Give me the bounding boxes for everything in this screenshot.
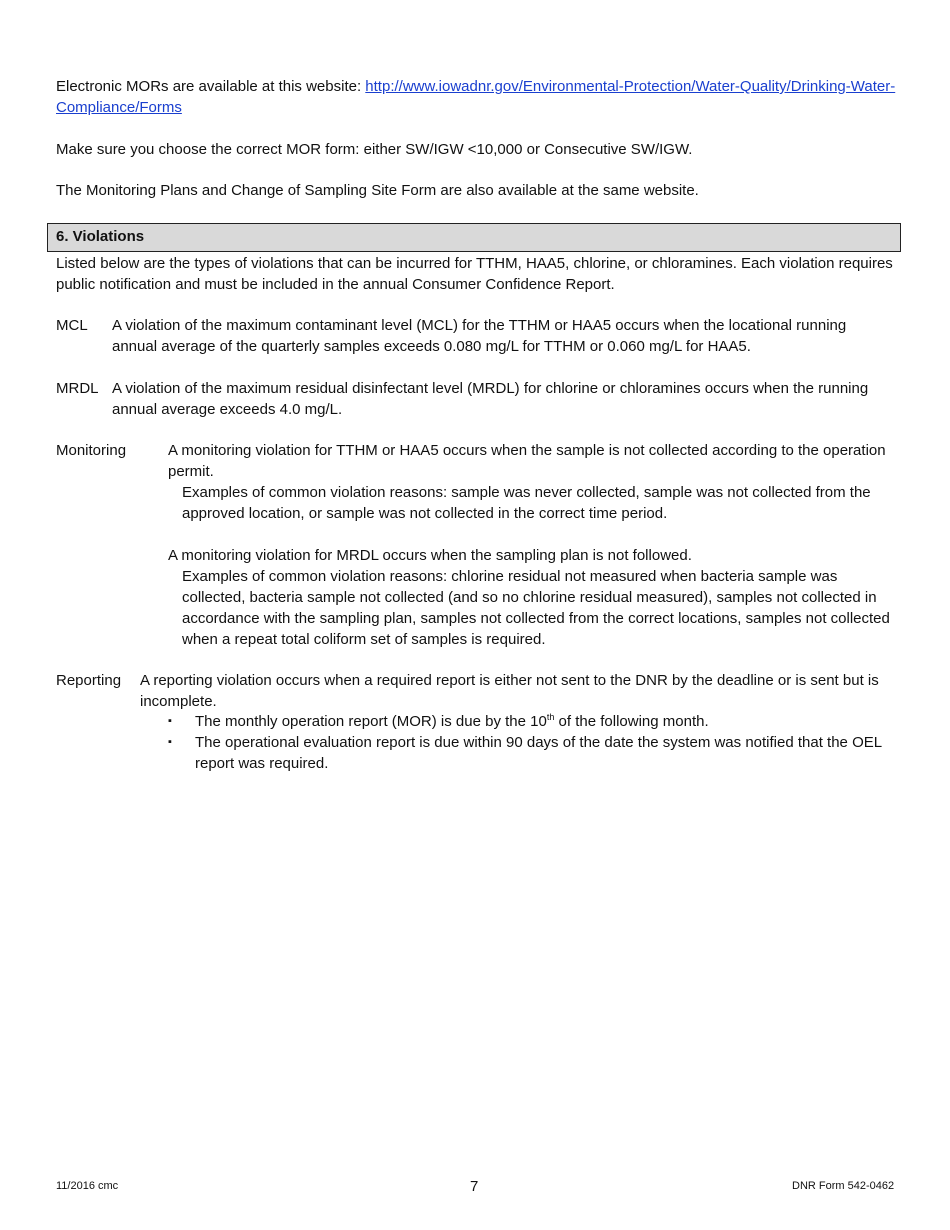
bullet-oel-due: The operational evaluation report is due within 90 days of the date the system was notified that the OEL report was required. <box>195 734 882 772</box>
term-monitoring: Monitoring <box>56 442 127 459</box>
bullet-icon: ▪ <box>168 715 172 727</box>
examples-monitoring-tthm: Examples of common violation reasons: sample was never collected, sample was not collected from the approved location, or sample was not collected in the correct time period. <box>182 484 871 522</box>
term-mrdl: MRDL <box>56 380 99 397</box>
mor-website-text: Electronic MORs are available at this website: <box>56 78 366 95</box>
section-header-violations: 6. Violations <box>47 223 901 252</box>
page-number: 7 <box>470 1178 479 1195</box>
bullet-mor-due: The monthly operation report (MOR) is due by the 10th of the following month. <box>195 712 709 730</box>
definition-monitoring-mrdl: A monitoring violation for MRDL occurs when the sampling plan is not followed. <box>168 547 692 564</box>
footer-date: 11/2016 cmc <box>56 1180 119 1192</box>
mor-form-note: Make sure you choose the correct MOR form: either SW/IGW <10,000 or Consecutive SW/IGW. <box>56 141 693 158</box>
term-reporting: Reporting <box>56 672 122 689</box>
definition-mcl: A violation of the maximum contaminant level (MCL) for the TTHM or HAA5 occurs when the locational running annual average of the quarterly samples exceeds 0.080 mg/L for TTHM or 0.060 mg/L for HAA5. <box>112 317 847 355</box>
definition-mrdl: A violation of the maximum residual disinfectant level (MRDL) for chlorine or chloramines occurs when the running annual average exceeds 4.0 mg/L. <box>112 380 869 418</box>
forms-link[interactable]: http://www.iowadnr.gov/Environmental-Protection/Water-Quality/Drinking-Water-Compliance/Forms <box>56 78 896 116</box>
definition-reporting: A reporting violation occurs when a required report is either not sent to the DNR by the deadline or is sent but is incomplete. <box>140 672 879 710</box>
term-mcl: MCL <box>56 317 88 334</box>
examples-monitoring-mrdl: Examples of common violation reasons: chlorine residual not measured when bacteria sample was collected, bacteria sample not collected (and so no chlorine residual measured), samples not collected in accordance with the sampling plan, samples not collected from the correct locations, samples not collected when a repeat total coliform set of samples is required. <box>182 568 890 648</box>
mor-website-paragraph <box>56 76 896 118</box>
definition-monitoring-tthm: A monitoring violation for TTHM or HAA5 occurs when the sample is not collected according to the operation permit. <box>168 442 886 480</box>
footer-form-number: DNR Form 542-0462 <box>792 1180 895 1192</box>
plans-note: The Monitoring Plans and Change of Sampling Site Form are also available at the same website. <box>56 182 699 199</box>
bullet-icon: ▪ <box>168 736 172 748</box>
violations-intro: Listed below are the types of violations that can be incurred for TTHM, HAA5, chlorine, or chloramines. Each violation requires public notification and must be included in the annual Consumer Confidence Report. <box>56 255 893 293</box>
